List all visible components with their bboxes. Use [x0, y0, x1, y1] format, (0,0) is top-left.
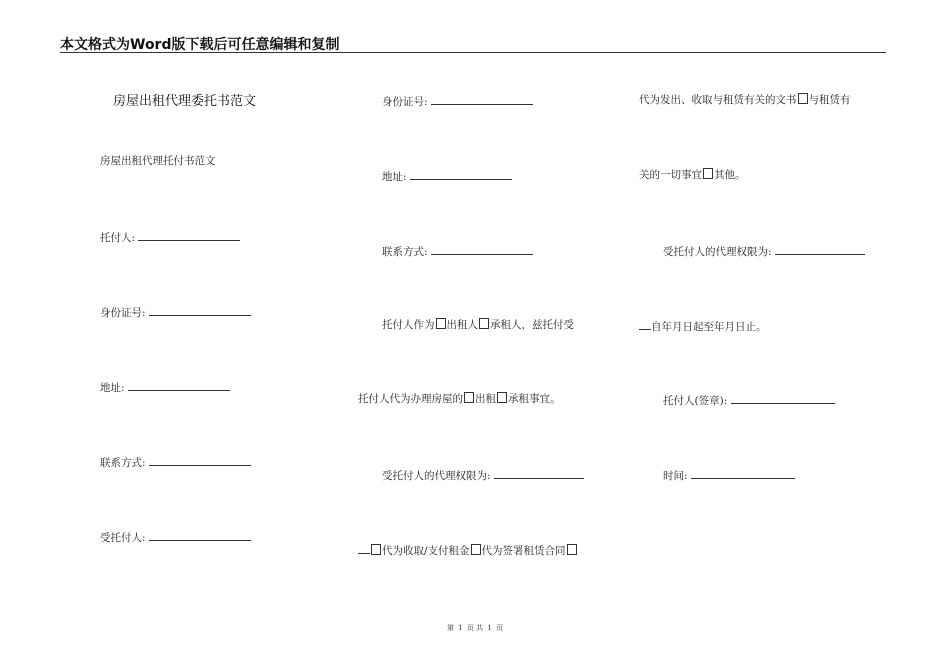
rent-in-label: 承租事宜。: [508, 393, 561, 405]
page-total: 1: [487, 624, 492, 632]
contact-row-1: [100, 454, 251, 470]
other-checkbox[interactable]: [703, 168, 713, 179]
time-blank[interactable]: [691, 467, 795, 479]
id-label-2: 身份证号:: [382, 96, 428, 108]
sign-label: 代为签署租赁合同: [481, 545, 566, 557]
docs-text-b: 与租赁有: [808, 94, 851, 106]
collect-checkbox[interactable]: [371, 544, 381, 555]
options-row: [358, 542, 578, 558]
collect-label: 代为收取/支付租金: [382, 545, 470, 557]
matter-row: [358, 392, 561, 406]
docs-row: [639, 93, 851, 107]
rent-in-checkbox[interactable]: [497, 392, 507, 403]
matters-text-b: 其他。: [714, 169, 746, 181]
contact-blank-1[interactable]: [149, 454, 251, 466]
address-blank-1[interactable]: [128, 379, 230, 391]
page-mid: 页 共: [466, 624, 484, 632]
authority-blank-2[interactable]: [775, 243, 865, 255]
authority-blank-1[interactable]: [494, 467, 584, 479]
authority-label-1: 受托付人的代理权限为:: [382, 470, 491, 482]
period-text: 自年月日起至年月日止。: [651, 321, 767, 333]
page-suffix: 页: [496, 624, 504, 632]
landlord-checkbox[interactable]: [436, 318, 446, 329]
address-blank-2[interactable]: [410, 168, 512, 180]
role-row: [382, 318, 574, 332]
tenant-label: 承租人，兹托付受: [490, 319, 574, 331]
id-row-1: [100, 304, 251, 320]
docs-text-a: 代为发出、收取与租赁有关的文书: [639, 94, 797, 106]
docs-checkbox[interactable]: [798, 93, 808, 104]
rent-out-checkbox[interactable]: [464, 392, 474, 403]
entrustor-label: 托付人:: [100, 232, 136, 244]
page-footer: [0, 623, 950, 633]
document-title: 房屋出租代理委托书范文: [113, 94, 257, 109]
extra-checkbox[interactable]: [567, 544, 577, 555]
agent-label: 受托付人:: [100, 532, 146, 544]
page-prefix: 第: [446, 624, 454, 632]
address-label-2: 地址:: [382, 171, 407, 183]
matters-row: [639, 168, 746, 182]
address-row-2: [382, 168, 512, 184]
time-label: 时间:: [663, 470, 688, 482]
header-title: 本文格式为Word版下载后可任意编辑和复制: [60, 37, 340, 53]
page-number: 1: [458, 624, 463, 632]
subtitle: 房屋出租代理托付书范文: [100, 155, 216, 167]
authority-row-1: [382, 467, 584, 483]
rent-out-label: 出租: [475, 393, 496, 405]
contact-blank-2[interactable]: [431, 243, 533, 255]
landlord-label: 出租人: [446, 319, 478, 331]
address-label-1: 地址:: [100, 382, 125, 394]
signature-row: [663, 392, 835, 408]
contact-label-1: 联系方式:: [100, 457, 146, 469]
entrustor-blank[interactable]: [138, 229, 240, 241]
contact-label-2: 联系方式:: [382, 246, 428, 258]
contact-row-2: [382, 243, 533, 259]
sign-checkbox[interactable]: [471, 544, 481, 555]
signature-label: 托付人(签章):: [663, 395, 728, 407]
id-label-1: 身份证号:: [100, 307, 146, 319]
entrustor-row: [100, 229, 240, 245]
period-row: [639, 318, 767, 334]
role-prefix: 托付人作为: [382, 319, 435, 331]
matters-text-a: 关的一切事宜: [639, 169, 702, 181]
authority-label-2: 受托付人的代理权限为:: [663, 246, 772, 258]
options-blank[interactable]: [358, 542, 370, 554]
page-header: [60, 34, 886, 53]
agent-blank[interactable]: [149, 529, 251, 541]
tenant-checkbox[interactable]: [479, 318, 489, 329]
period-blank[interactable]: [639, 318, 651, 330]
id-blank-2[interactable]: [431, 93, 533, 105]
authority-row-2: [663, 243, 865, 259]
address-row-1: [100, 379, 230, 395]
time-row: [663, 467, 795, 483]
id-row-2: [382, 93, 533, 109]
signature-blank[interactable]: [731, 392, 835, 404]
id-blank-1[interactable]: [149, 304, 251, 316]
agent-row: [100, 529, 251, 545]
matter-prefix: 托付人代为办理房屋的: [358, 393, 463, 405]
